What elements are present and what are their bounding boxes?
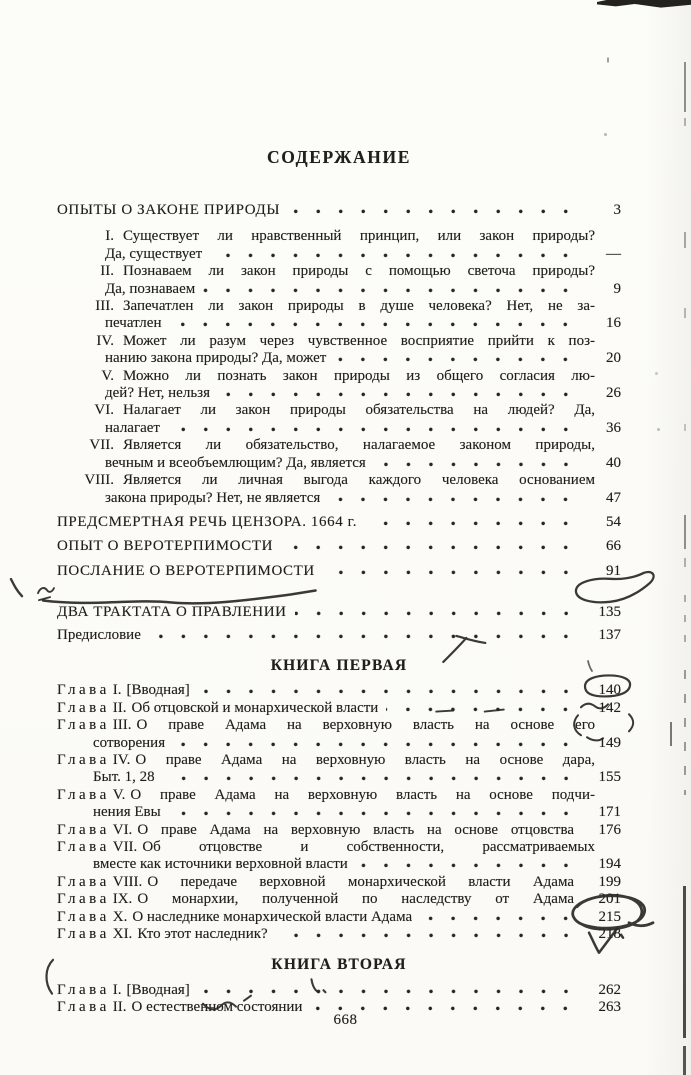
item-numeral: VI. [94,402,114,419]
toc-row [57,682,621,699]
chapter-word: Глава [57,821,110,838]
toc-row [57,228,621,245]
dot-leader [288,202,579,214]
dot-leader [386,700,579,712]
toc-row [57,752,621,769]
entry-text [57,717,621,734]
dot-leader [310,999,579,1011]
chapter-word: Глава [57,981,110,998]
dot-leader [295,604,579,616]
entry-text-continued: нанию закона природы? Да, может [105,350,327,367]
entry-text: Является ли обязательство, налагаемое законом природы, [123,437,595,454]
chapter-title: О праве Адама на верховную власть на основе отцовства [137,821,574,838]
chapter-word: Глава [57,717,110,734]
toc-row [57,769,621,786]
toc-row [57,472,621,489]
dot-leader [198,982,579,994]
chapter-numeral: II. [112,699,127,716]
toc-entry [57,202,621,219]
chapter-numeral: VI. [112,821,133,838]
entry-text: Запечатлен ли закон природы в душе человека? Нет, не за- [123,298,595,315]
page-number: 20 [606,350,621,367]
chapter-word: Глава [57,786,110,803]
pen-scribble-before-title [38,588,54,600]
toc-entry [57,700,621,717]
chapter-word: Глава [57,926,110,943]
chapter-numeral: XI. [112,926,133,943]
chapter-numeral: I. [112,682,122,699]
book-heading [57,657,621,674]
toc-entry [57,368,621,403]
page-number: 91 [606,562,621,579]
entry-text: Познаваем ли закон природы с помощью светоча природы? [123,263,595,280]
page-number: — [606,245,621,262]
entry-text-continued: налагает [105,419,160,436]
chapter-numeral: III. [112,717,132,734]
toc-row [57,856,621,873]
chapter-title: Об отцовской и монархической власти [131,699,379,716]
entry-text [57,982,190,999]
page-number: 16 [606,315,621,332]
dot-leader [173,735,579,747]
scan-speck [604,133,607,136]
entry-text [57,891,583,908]
entry-text [57,752,621,769]
scan-edge-artifact [684,232,686,248]
toc-row [57,717,621,734]
item-numeral: I. [105,228,114,245]
toc-row [57,514,621,531]
table-of-contents [57,202,621,1017]
toc-row [57,909,621,926]
toc-row [57,333,621,350]
dot-leader [198,682,579,694]
toc-entry [57,982,621,999]
toc-entry [57,604,621,621]
scan-edge-artifact [670,722,672,746]
item-numeral: VIII. [84,472,114,489]
toc-row [57,298,621,315]
dot-leader [210,246,579,258]
toc-entry [57,538,621,555]
page-number: 3 [613,202,621,218]
chapter-numeral: IV. [112,751,131,768]
dot-leader [323,563,579,575]
book-heading [57,956,621,973]
entry-text: Может ли разум через чувственное восприятие прийти к поз- [123,332,595,349]
chapter-numeral: II. [112,999,127,1016]
toc-row [57,538,621,555]
toc-entry [57,514,621,531]
scan-edge-artifact [684,424,686,431]
page-number: 142 [598,699,621,716]
entry-text: ПОСЛАНИЕ О ВЕРОТЕРПИМОСТИ [57,562,315,579]
toc-row [57,891,621,908]
item-numeral: VII. [89,437,114,454]
dot-leader [163,769,579,781]
chapter-numeral: IX. [112,891,133,908]
scan-edge-artifact [683,1046,686,1075]
entry-text-continued: сотворения [93,734,166,751]
toc-entry [57,787,621,822]
chapter-title: [Вводная] [126,682,190,699]
page-number: 155 [598,769,621,786]
toc-row [57,874,621,891]
page-folio: 668 [333,1012,358,1028]
toc-entry [57,752,621,787]
toc-row [57,202,621,219]
chapter-title: [Вводная] [126,981,190,998]
page-number: 66 [606,538,621,555]
page-number: 54 [606,513,621,530]
toc-row [57,490,621,507]
dot-leader [149,627,579,639]
scan-edge-artifact [684,515,686,549]
page-title-text: СОДЕРЖАНИЕ [266,147,411,167]
toc-row [57,804,621,821]
chapter-word: Глава [57,873,110,890]
page-number: 218 [598,926,621,943]
toc-row [57,368,621,385]
item-numeral: II. [100,263,114,280]
toc-entry [57,627,621,644]
toc-entry [57,402,621,437]
entry-text [57,909,412,926]
page-number: 262 [598,981,621,998]
entry-text-continued: печатлен [105,315,162,332]
dot-leader [276,926,579,938]
pen-slash-left-margin [11,579,22,596]
dot-leader [356,856,579,868]
page-number: 263 [598,999,621,1016]
entry-text: ПРЕДСМЕРТНАЯ РЕЧЬ ЦЕНЗОРА. 1664 г. [57,513,358,530]
toc-entry [57,437,621,472]
scan-edge-artifact [683,886,686,1038]
chapter-title: Кто этот наследник? [137,926,268,943]
entry-text [57,700,378,717]
entry-text: Является ли личная выгода каждого человека основанием [123,472,595,489]
toc-row [57,246,621,263]
toc-entry [57,874,621,891]
page-number: 135 [598,604,621,621]
entry-text-continued: нения Евы [93,804,161,821]
page-number: 140 [598,682,621,699]
toc-row [57,563,621,580]
toc-row [57,735,621,752]
toc-entry [57,839,621,874]
chapter-word: Глава [57,908,110,925]
entry-text-continued: Да, существует [105,245,203,262]
toc-entry [57,717,621,752]
chapter-title: О праве Адама на верховную власть на основе подчи- [130,786,595,803]
toc-row [57,822,621,839]
entry-text [57,822,583,839]
toc-row [57,926,621,943]
chapter-numeral: V. [112,786,126,803]
chapter-title: О монархии, полученной по наследству от Адама [137,891,574,908]
toc-row [57,350,621,367]
scan-edge-artifact [684,118,686,126]
chapter-word: Глава [57,999,110,1016]
dot-leader [374,455,579,467]
entry-text-continued: вечным и всеобъемлющим? Да, является [105,454,366,471]
book-heading-text: КНИГА ПЕРВАЯ [270,656,408,674]
page-number: 26 [606,385,621,402]
chapter-word: Глава [57,891,110,908]
toc-entry [57,909,621,926]
scan-speck [607,57,609,63]
entry-text-continued: дей? Нет, нельзя [105,385,210,402]
chapter-title: О праве Адама на верховную власть на основе дара, [135,751,595,768]
toc-row [57,420,621,437]
toc-row [57,385,621,402]
entry-text-continued: Да, познаваем [105,280,196,297]
entry-text: ОПЫТ О ВЕРОТЕРПИМОСТИ [57,538,274,555]
entry-text: Существует ли нравственный принцип, или закон природы? [123,228,595,245]
dot-leader [218,385,579,397]
toc-row [57,787,621,804]
toc-entry [57,263,621,298]
scan-speck [655,372,658,375]
entry-text: ОПЫТЫ О ЗАКОНЕ ПРИРОДЫ [57,202,281,218]
dot-leader [203,281,579,293]
page-number: 47 [606,489,621,506]
chapter-title: О наследнике монархической власти Адама [132,908,413,925]
page-number: 36 [606,419,621,436]
entry-text: Можно ли познать закон природы из общего согласия лю- [123,367,595,384]
toc-entry [57,333,621,368]
chapter-numeral: VII. [112,839,138,855]
entry-text [57,839,621,856]
page-title [57,146,621,168]
dot-leader [420,909,579,921]
page-number: 201 [598,891,621,908]
toc-row [57,402,621,419]
dot-leader [334,350,579,362]
toc-row [57,604,621,621]
item-numeral: IV. [96,332,114,349]
page-number: 40 [606,454,621,471]
chapter-title: О естественном состоянии [131,999,303,1016]
toc-entry [57,926,621,943]
toc-row [57,627,621,644]
chapter-numeral: VIII. [112,873,143,890]
dot-leader [365,514,579,526]
dot-leader [169,804,579,816]
book-heading-text: КНИГА ВТОРАЯ [271,956,407,974]
scan-edge-artifact [684,308,686,318]
pen-bracket-book-two [46,960,53,994]
scan-edge-artifact [684,558,686,567]
scan-edge-artifact [684,670,686,795]
page-number: 199 [598,873,621,890]
toc-entry [57,682,621,699]
toc-entry [57,563,621,580]
chapter-word: Глава [57,682,110,699]
item-numeral: III. [95,298,114,315]
chapter-title: О праве Адама на верховную власть на основе его [136,717,595,734]
entry-text [57,787,621,804]
entry-text: Предисловие [57,626,141,643]
page-content [57,146,621,1017]
dot-leader [168,420,579,432]
entry-text [57,926,268,943]
toc-entry [57,228,621,263]
toc-row [57,315,621,332]
chapter-word: Глава [57,699,110,716]
scan-speck [657,428,660,431]
toc-row [57,281,621,298]
toc-row [57,982,621,999]
toc-row [57,455,621,472]
dot-leader [281,538,579,550]
item-numeral: V. [101,367,114,384]
scan-edge-artifact [684,595,686,655]
toc-row [57,839,621,856]
chapter-word: Глава [57,751,110,768]
entry-text: ДВА ТРАКТАТА О ПРАВЛЕНИИ [57,604,287,621]
entry-text-continued: Быт. 1, 28 [93,769,155,786]
entry-text [57,682,190,699]
page-number: 9 [613,280,621,297]
toc-entry [57,298,621,333]
chapter-title: О передаче верховной монархической власти Адама [147,873,574,890]
dot-leader [169,315,579,327]
toc-entry [57,472,621,507]
page-number: 194 [598,856,621,873]
page-number: 171 [598,804,621,821]
toc-row [57,700,621,717]
page-number: 149 [598,734,621,751]
chapter-title: Об отцовстве и собственности, рассматриваемых [142,839,595,855]
entry-text [57,874,583,891]
toc-row [57,263,621,280]
entry-text-continued: вместе как источники верховной власти [93,856,348,873]
chapter-word: Глава [57,839,110,855]
toc-entry [57,891,621,908]
scan-edge-artifact [684,62,686,112]
toc-entry [57,822,621,839]
chapter-numeral: X. [112,908,128,925]
page-number: 215 [598,908,621,925]
entry-text-continued: закона природы? Нет, не является [105,489,321,506]
dot-leader [328,490,579,502]
page-number: 137 [598,626,621,643]
page-number: 176 [598,821,621,838]
chapter-numeral: I. [112,981,122,998]
toc-row [57,437,621,454]
entry-text: Налагает ли закон природы обязательства на людей? Да, [123,402,595,419]
